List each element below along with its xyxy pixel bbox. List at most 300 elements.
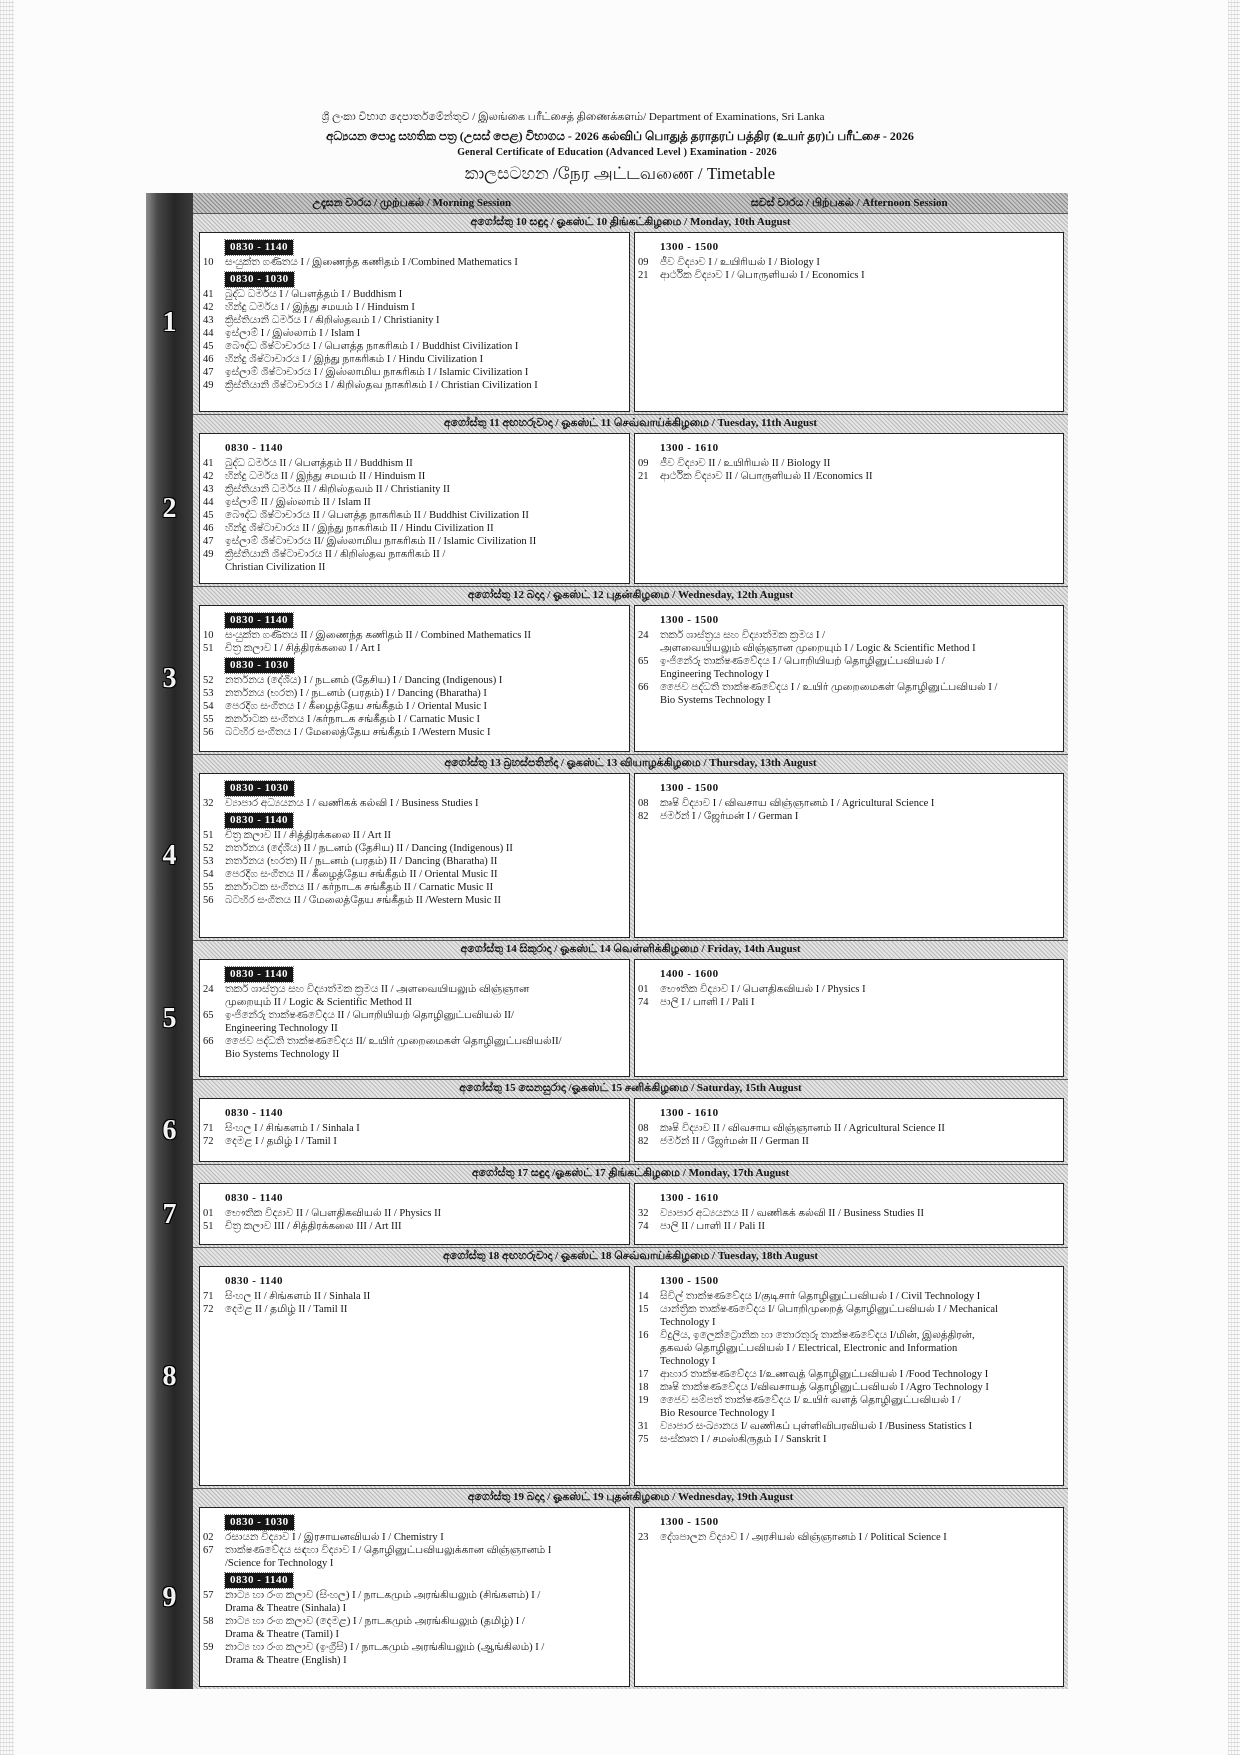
subject-name [225, 340, 625, 353]
subject-name [660, 797, 1059, 810]
subject-name-line: ජීව විද්‍යාව I / உயிரியல் I / Biology I [660, 257, 820, 268]
subject-name-line: සංයුක්ත ගණිතය I / இணைந்த கணிதம் I /Combined Mathematics I [225, 257, 518, 268]
subject-name [225, 1220, 625, 1233]
subject-entry [203, 868, 625, 881]
subject-entry [203, 366, 625, 379]
date-bar [193, 213, 1068, 231]
subject-code: 17 [638, 1369, 649, 1380]
exam-time: 0830 - 1030 [225, 658, 294, 673]
subject-code: 19 [638, 1395, 649, 1406]
subject-code: 54 [203, 869, 214, 880]
subject-name [660, 655, 1059, 681]
subject-code: 24 [203, 984, 214, 995]
subject-name-line: ජර්මන් I / ஜேர்மன் I / German I [660, 811, 799, 822]
subject-code: 41 [203, 458, 214, 469]
subject-entry [638, 1207, 1059, 1220]
day-content [193, 432, 1068, 586]
subject-code: 71 [203, 1291, 214, 1302]
subject-name-line: විදුලිය, ඉලෙක්ට්‍රොනික හා තොරතුරු තාක්ෂණවේදය I/மின், இலத்திரன், [660, 1330, 975, 1341]
subject-name-line: සංයුක්ත ගණිතය II / இணைந்த கணிதம் II / Combined Mathematics II [225, 630, 531, 641]
subject-name [225, 457, 625, 470]
subject-entry [203, 1589, 625, 1615]
subject-name-line: ව්‍යාපාර සංඛ්‍යානය I/ வணிகப் புள்ளிவிபரவியல் I /Business Statistics I [660, 1421, 973, 1432]
subject-code: 65 [203, 1010, 214, 1021]
subject-name [225, 726, 625, 739]
subject-name-line: නාට්‍ය හා රංග කලාව (ඉංග්‍රීසි) I / நாடகமும் அரங்கியலும் (ஆங்கிலம்) I / [225, 1642, 545, 1653]
subject-name [225, 1122, 625, 1135]
date-bar [193, 1247, 1068, 1265]
subject-name [225, 301, 625, 314]
date-bar [193, 1164, 1068, 1182]
subject-name [225, 842, 625, 855]
day-number-cell [146, 940, 193, 1079]
subject-name-line: දේශපාලන විද්‍යාව I / அரசியல் விஞ்ஞானம் I / Political Science I [660, 1532, 947, 1543]
subject-name-line: බටහිර සංගීතය I / மேலைத்தேய சங்கீதம் I /Western Music I [225, 727, 491, 738]
subject-code: 51 [203, 830, 214, 841]
subject-name [660, 1122, 1059, 1135]
exam-time-row [638, 238, 1059, 254]
exam-time: 0830 - 1140 [225, 613, 293, 628]
morning-session-cell [199, 605, 630, 752]
subject-code: 43 [203, 315, 214, 326]
subject-code: 49 [203, 380, 214, 391]
date-label: අගෝස්තු 14 සිකුරාදා / ஓகஸ்ட் 14 வெள்ளிக்கிழமை / Friday, 14th August [460, 943, 801, 955]
day-content [193, 772, 1068, 940]
subject-code: 52 [203, 843, 214, 854]
subject-name-line: Engineering Technology II [225, 1023, 338, 1034]
subject-code: 67 [203, 1545, 214, 1556]
subject-name-line: Bio Systems Technology I [660, 695, 771, 706]
exam-title-local: අධ්‍යයන පොදු සහතික පත්‍ර (උසස් පෙළ) විභාගය - 2026 கல்விப் பொதுத் தராதரப் பத்திர (உயர் தர)ப் பரீட்சை - 2026 [326, 129, 914, 143]
exam-time-row [203, 779, 625, 795]
subject-name [225, 535, 625, 548]
subject-code: 10 [203, 257, 214, 268]
subject-entry [203, 548, 625, 574]
subject-name-line: ඉංජිනේරු තාක්ෂණවේදය II / பொறியியற் தொழினுட்பவியல் II/ [225, 1010, 514, 1021]
subject-name [660, 681, 1059, 707]
date-label: අගෝස්තු 12 බදාදා / ஓகஸ்ட் 12 புதன்கிழமை / Wednesday, 12th August [467, 589, 794, 601]
subject-code: 56 [203, 727, 214, 738]
day-number-cell [146, 586, 193, 754]
exam-time-row [203, 656, 625, 672]
subject-entry [203, 726, 625, 739]
subject-name-line: යාන්ත්‍රික තාක්ෂණවේදය I/ பொறிமுறைத் தொழினுட்பவியல் I / Mechanical [660, 1304, 999, 1315]
subject-name [225, 314, 625, 327]
subject-name-line: බුද්ධ ධර්මය I / பௌத்தம் I / Buddhism I [225, 289, 403, 300]
exam-time: 1300 - 1500 [660, 241, 719, 253]
subject-name-line: Drama & Theatre (Tamil) I [225, 1629, 339, 1640]
exam-time: 0830 - 1140 [225, 240, 293, 255]
subject-entry [638, 655, 1059, 681]
subject-name-line: චිත්‍ර කලාව III / சித்திரக்கலை III / Art III [225, 1221, 402, 1232]
subject-name-line: කෘෂි තාක්ෂණවේදය I/விவசாயத் தொழினுட்பவியல் I /Agro Technology I [660, 1382, 989, 1393]
subject-entry [203, 1641, 625, 1667]
subject-code: 52 [203, 675, 214, 686]
subject-entry [203, 1035, 625, 1061]
subject-entry [203, 713, 625, 726]
morning-session-cell [199, 773, 630, 938]
subject-name-line: ඉස්ලාම් ශිෂ්ටාචාරය I / இஸ்லாமிய நாகரிகம் I / Islamic Civilization I [225, 367, 529, 378]
subject-name-line: முறையும் II / Logic & Scientific Method II [225, 997, 413, 1008]
subject-name-line: ආර්ථික විද්‍යාව II / பொருளியல் II /Economics II [660, 471, 873, 482]
subject-name-line: ක්‍රිස්තියානි ධර්මය II / கிறிஸ்தவம் II / Christianity II [225, 484, 451, 495]
date-label: අගෝස්තු 10 සඳුදා / ஓகஸ்ட் 10 திங்கட்கிழமை / Monday, 10th August [470, 216, 791, 228]
subject-name [660, 810, 1059, 823]
exam-time: 1400 - 1600 [660, 968, 719, 980]
subject-code: 58 [203, 1616, 214, 1627]
subject-name-line: ජර්මන් II / ஜேர்மன் II / German II [660, 1136, 809, 1147]
subject-code: 08 [638, 798, 649, 809]
day-content [193, 1097, 1068, 1164]
subject-code: 59 [203, 1642, 214, 1653]
exam-time: 0830 - 1140 [225, 442, 284, 454]
subject-code: 54 [203, 701, 214, 712]
subject-entry [203, 829, 625, 842]
subject-name [225, 548, 625, 574]
exam-time: 1300 - 1500 [660, 1275, 719, 1287]
subject-code: 23 [638, 1532, 649, 1543]
day-number-cell [146, 1164, 193, 1247]
subject-name-line: ක්‍රිස්තියානි ධර්මය I / கிறிஸ்தவம் I / Christianity I [225, 315, 440, 326]
subject-name-line: ආහාර තාක්ෂණවේදය I/உணவுத் தொழினுட்பவியல் I /Food Technology I [660, 1369, 989, 1380]
subject-entry [638, 1122, 1059, 1135]
subject-name-line: නර්තනය (දේශීය) II / நடனம் (தேசிய) II / Dancing (Indigenous) II [225, 843, 513, 854]
day-number-cell [146, 1247, 193, 1488]
subject-code: 45 [203, 341, 214, 352]
day-content [193, 231, 1068, 414]
subject-code: 72 [203, 1136, 214, 1147]
day-main [193, 754, 1068, 940]
day-number-cell [146, 213, 193, 414]
subject-name-line: පාලි II / பாளி II / Pali II [660, 1221, 766, 1232]
exam-time: 1300 - 1610 [660, 442, 719, 454]
subject-name [225, 881, 625, 894]
subject-code: 18 [638, 1382, 649, 1393]
subject-entry [203, 483, 625, 496]
subject-entry [203, 642, 625, 655]
subject-name [225, 868, 625, 881]
subject-code: 24 [638, 630, 649, 641]
exam-time: 0830 - 1140 [225, 1275, 284, 1287]
exam-time-row [203, 238, 625, 254]
date-bar [193, 940, 1068, 958]
day-block [146, 940, 1068, 1079]
subject-name [225, 674, 625, 687]
subject-name [225, 1303, 625, 1316]
exam-time-row [203, 965, 625, 981]
day-number-cell [146, 414, 193, 586]
exam-time: 0830 - 1140 [225, 1107, 284, 1119]
subject-name-line: Christian Civilization II [225, 562, 326, 573]
subject-name-line: නාට්‍ය හා රංග කලාව (සිංහල) I / நாடகமும் அரங்கியலும் (சிங்களம்) I / [225, 1590, 541, 1601]
day-number: 9 [162, 1581, 177, 1613]
afternoon-session-header: සවස් වාරය / பிற்பகல் / Afternoon Session [750, 197, 948, 209]
subject-name-line: භෞතික විද්‍යාව I / பௌதிகவியல் I / Physics I [660, 984, 866, 995]
morning-session-cell [199, 1098, 630, 1162]
subject-code: 21 [638, 471, 649, 482]
exam-time: 0830 - 1140 [225, 813, 293, 828]
exam-time-row [638, 1189, 1059, 1205]
subject-name [225, 1544, 625, 1570]
subject-code: 44 [203, 328, 214, 339]
subject-code: 43 [203, 484, 214, 495]
subject-name-line: බෞද්ධ ශිෂ්ටාචාරය II / பௌத்த நாகரிகம் II / Buddhist Civilization II [225, 510, 529, 521]
day-main [193, 940, 1068, 1079]
day-content [193, 1265, 1068, 1488]
day-number-cell [146, 754, 193, 940]
subject-entry [638, 1394, 1059, 1420]
subject-entry [638, 1135, 1059, 1148]
exam-time: 0830 - 1030 [225, 781, 294, 796]
subject-code: 82 [638, 811, 649, 822]
subject-name [225, 1135, 625, 1148]
subject-code: 53 [203, 856, 214, 867]
day-number-cell [146, 1079, 193, 1164]
morning-session-cell [199, 1183, 630, 1245]
subject-code: 66 [203, 1036, 214, 1047]
subject-name-line: කෘෂි විද්‍යාව II / விவசாய விஞ்ஞானம் II / Agricultural Science II [660, 1123, 945, 1134]
subject-code: 42 [203, 302, 214, 313]
date-label: අගෝස්තු 15 සෙනසුරාදා /ஓகஸ்ட் 15 சனிக்கிழமை / Saturday, 15th August [459, 1082, 802, 1094]
subject-name-line: ව්‍යාපාර අධ්‍යයනය I / வணிகக் கல்வி I / Business Studies I [225, 798, 479, 809]
subject-name [660, 1420, 1059, 1433]
subject-name [225, 509, 625, 522]
exam-time: 1300 - 1500 [660, 614, 719, 626]
subject-name-line: Drama & Theatre (English) I [225, 1655, 347, 1666]
subject-entry [638, 1531, 1059, 1544]
subject-entry [203, 687, 625, 700]
subject-entry [203, 855, 625, 868]
exam-title-english: General Certificate of Education (Advanced Level ) Examination - 2026 [457, 147, 777, 158]
subject-name [225, 483, 625, 496]
day-block [146, 586, 1068, 754]
subject-name [660, 256, 1059, 269]
morning-session-cell [199, 1266, 630, 1486]
subject-name [225, 1589, 625, 1615]
subject-entry [203, 301, 625, 314]
afternoon-session-cell [634, 232, 1064, 412]
exam-time: 0830 - 1140 [225, 967, 293, 982]
subject-name-line: Engineering Technology I [660, 669, 770, 680]
subject-entry [638, 1220, 1059, 1233]
exam-time-row [638, 1272, 1059, 1288]
subject-code: 01 [638, 984, 649, 995]
day-number: 7 [162, 1198, 177, 1230]
day-content [193, 958, 1068, 1079]
exam-time: 1300 - 1610 [660, 1107, 719, 1119]
scan-edge-left [0, 0, 14, 1755]
subject-entry [203, 674, 625, 687]
day-content [193, 1182, 1068, 1247]
session-header-bar [193, 193, 1068, 213]
exam-time-row [203, 1272, 625, 1288]
subject-name [660, 470, 1059, 483]
subject-name-line: தகவல் தொழினுட்பவியல் I / Electrical, Electronic and Information [660, 1343, 958, 1354]
subject-entry [638, 629, 1059, 655]
subject-name [660, 1531, 1059, 1544]
subject-entry [203, 1531, 625, 1544]
scan-edge-right [1228, 0, 1240, 1755]
subject-code: 32 [638, 1208, 649, 1219]
exam-time: 1300 - 1500 [660, 1516, 719, 1528]
subject-name-line: அளவையியலும் விஞ்ஞான முறையும் I / Logic & Scientific Method I [660, 643, 976, 654]
subject-entry [638, 1303, 1059, 1329]
date-bar [193, 754, 1068, 772]
date-label: අගෝස්තු 19 බදාදා / ஓகஸ்ட் 19 புதன்கிழமை / Wednesday, 19th August [467, 1491, 794, 1503]
exam-time: 0830 - 1030 [225, 1515, 294, 1530]
exam-time: 1300 - 1610 [660, 1192, 719, 1204]
morning-session-cell [199, 232, 630, 412]
subject-code: 47 [203, 367, 214, 378]
day-main [193, 1488, 1068, 1689]
date-label: අගෝස්තු 13 බ්‍රහස්පතින්දා / ஓகஸ்ட் 13 வியாழக்கிழமை / Thursday, 13th August [444, 757, 817, 769]
subject-name [225, 1035, 625, 1061]
subject-name-line: හින්දු ධර්මය I / இந்து சமயம் I / Hinduism I [225, 302, 415, 313]
subject-name-line: Technology I [660, 1356, 716, 1367]
afternoon-session-cell [634, 773, 1064, 938]
subject-entry [203, 1303, 625, 1316]
subject-entry [203, 340, 625, 353]
subject-entry [203, 629, 625, 642]
exam-time-row [638, 1513, 1059, 1529]
subject-name-line: නර්තනය (භරත) I / நடனம் (பரதம்) I / Dancing (Bharatha) I [225, 688, 487, 699]
subject-name-line: හින්දු ශිෂ්ටාචාරය I / இந்து நாகரிகம் I / Hindu Civilization I [225, 354, 484, 365]
morning-session-cell [199, 959, 630, 1077]
day-block [146, 1247, 1068, 1488]
subject-name [225, 983, 625, 1009]
day-main [193, 1247, 1068, 1488]
exam-time-row [203, 1189, 625, 1205]
subject-name [660, 269, 1059, 282]
day-number: 8 [162, 1360, 177, 1392]
exam-time: 0830 - 1140 [225, 1573, 293, 1588]
morning-session-header: උදෑසන වාරය / முற்பகல் / Morning Session [312, 197, 512, 209]
subject-name [225, 1009, 625, 1035]
exam-time-row [203, 1104, 625, 1120]
subject-code: 10 [203, 630, 214, 641]
subject-entry [203, 1220, 625, 1233]
day-content [193, 604, 1068, 754]
subject-entry [638, 470, 1059, 483]
subject-name [660, 1394, 1059, 1420]
subject-name-line: ව්‍යාපාර අධ්‍යයනය II / வணிகக் கல்வி II / Business Studies II [660, 1208, 925, 1219]
exam-time-row [638, 779, 1059, 795]
exam-time-row [638, 965, 1059, 981]
subject-name [225, 642, 625, 655]
subject-name [225, 288, 625, 301]
subject-code: 09 [638, 257, 649, 268]
exam-time-row [203, 1571, 625, 1587]
subject-name-line: Bio Resource Technology I [660, 1408, 775, 1419]
subject-entry [638, 457, 1059, 470]
subject-code: 82 [638, 1136, 649, 1147]
subject-code: 75 [638, 1434, 649, 1445]
subject-name-line: රසායන විද්‍යාව I / இரசாயனவியல் I / Chemistry I [225, 1532, 444, 1543]
exam-time: 1300 - 1500 [660, 782, 719, 794]
subject-name-line: සිංහල I / சிங்களம் I / Sinhala I [225, 1123, 360, 1134]
subject-code: 44 [203, 497, 214, 508]
timetable [146, 193, 1068, 1689]
subject-entry [203, 379, 625, 392]
subject-name [225, 797, 625, 810]
subject-code: 51 [203, 643, 214, 654]
subject-name [225, 1290, 625, 1303]
morning-session-cell [199, 433, 630, 584]
subject-name-line: හින්දු ධර්මය II / இந்து சமயம் II / Hinduism II [225, 471, 426, 482]
date-label: අගෝස්තු 11 අඟහරුවාදා / ஓகஸ்ட் 11 செவ்வாய்க்கிழமை / Tuesday, 11th August [443, 417, 818, 429]
subject-name-line: Drama & Theatre (Sinhala) I [225, 1603, 347, 1614]
subject-entry [638, 1368, 1059, 1381]
subject-entry [203, 353, 625, 366]
subject-code: 15 [638, 1304, 649, 1315]
subject-code: 42 [203, 471, 214, 482]
subject-entry [203, 509, 625, 522]
subject-name [225, 1641, 625, 1667]
subject-name-line: නර්තනය (දේශීය) I / நடனம் (தேசிய) I / Dancing (Indigenous) I [225, 675, 503, 686]
subject-entry [638, 1420, 1059, 1433]
subject-name [660, 1135, 1059, 1148]
exam-time-row [638, 611, 1059, 627]
subject-entry [203, 1009, 625, 1035]
subject-entry [203, 1290, 625, 1303]
subject-name [660, 1368, 1059, 1381]
subject-entry [638, 810, 1059, 823]
subject-code: 16 [638, 1330, 649, 1341]
subject-entry [203, 535, 625, 548]
subject-entry [203, 457, 625, 470]
subject-entry [638, 1290, 1059, 1303]
day-block [146, 1079, 1068, 1164]
date-label: අගෝස්තු 17 සඳුදා /ஓகஸ்ட் 17 திங்கட்கிழமை / Monday, 17th August [471, 1167, 790, 1179]
subject-entry [203, 700, 625, 713]
exam-time-row [203, 1513, 625, 1529]
exam-time-row [203, 270, 625, 286]
subject-name-line: දෙමළ I / தமிழ் I / Tamil I [225, 1136, 337, 1147]
subject-code: 46 [203, 354, 214, 365]
subject-name-line: බෞද්ධ ශිෂ්ටාචාරය I / பௌத்த நாகரிகம் I / Buddhist Civilization I [225, 341, 519, 352]
day-number-column-head [146, 193, 193, 213]
subject-name-line: Bio Systems Technology II [225, 1049, 340, 1060]
date-label: අගෝස්තු 18 අඟහරුවාදා / ஓகஸ்ட் 18 செவ்வாய்க்கிழமை / Tuesday, 18th August [442, 1250, 819, 1262]
subject-name [225, 327, 625, 340]
subject-code: 71 [203, 1123, 214, 1134]
subject-entry [203, 797, 625, 810]
subject-name [225, 713, 625, 726]
subject-name [660, 1433, 1059, 1446]
subject-name-line: චිත්‍ර කලාව I / சித்திரக்கலை I / Art I [225, 643, 381, 654]
session-header-row [146, 193, 1068, 213]
day-rows [146, 213, 1068, 1689]
subject-code: 66 [638, 682, 649, 693]
date-bar [193, 414, 1068, 432]
subject-name [225, 379, 625, 392]
subject-name-line: ජෛව පද්ධති තාක්ෂණවේදය I / உயிர் முறைமைகள் தொழினுட்பவியல் I / [660, 682, 998, 693]
day-block [146, 1164, 1068, 1247]
exam-time-row [203, 811, 625, 827]
subject-name-line: Technology I [660, 1317, 716, 1328]
subject-name [660, 1381, 1059, 1394]
subject-name-line: සංස්කෘත I / சமஸ்கிருதம் I / Sanskrit I [660, 1434, 827, 1445]
date-bar [193, 1079, 1068, 1097]
subject-name-line: බුද්ධ ධර්මය II / பௌத்தம் II / Buddhism II [225, 458, 413, 469]
subject-entry [203, 1615, 625, 1641]
day-number: 4 [162, 840, 177, 871]
subject-code: 09 [638, 458, 649, 469]
subject-name [225, 353, 625, 366]
subject-name [225, 1615, 625, 1641]
subject-entry [203, 1122, 625, 1135]
day-main [193, 586, 1068, 754]
